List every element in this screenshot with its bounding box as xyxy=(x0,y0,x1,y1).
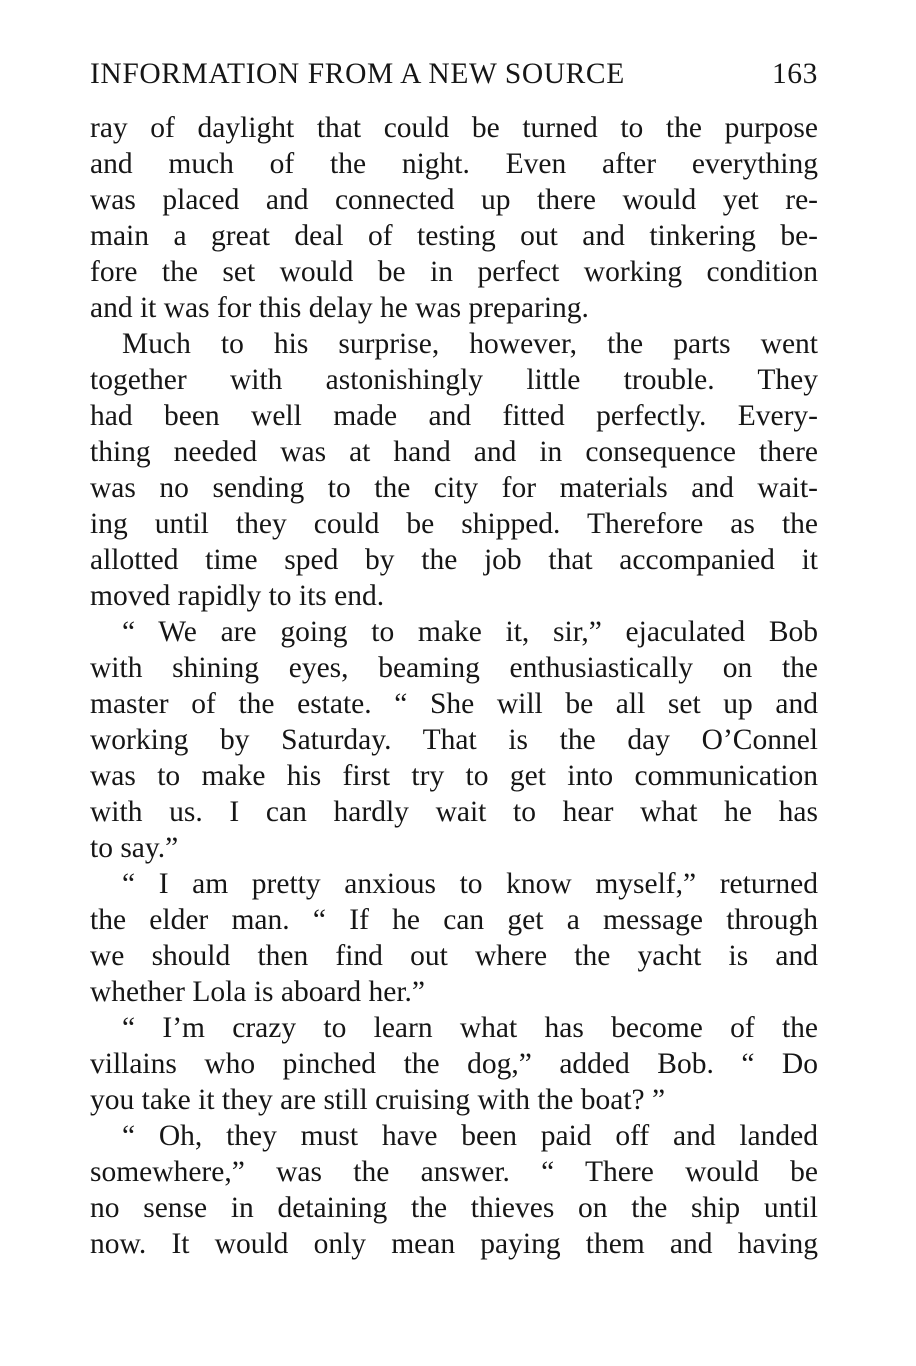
text-line: “ I am pretty anxious to know myself,” returned xyxy=(122,868,818,900)
text-line: villains who pinched the dog,” added Bob. “ Do xyxy=(90,1048,818,1080)
text-line: working by Saturday. That is the day O’Connel xyxy=(90,724,818,756)
text-line: no sense in detaining the thieves on the ship until xyxy=(90,1192,818,1224)
text-line: you take it they are still cruising with the boat? ” xyxy=(90,1084,666,1116)
text-line: somewhere,” was the answer. “ There would be xyxy=(90,1156,818,1188)
text-line: allotted time sped by the job that accompanied it xyxy=(90,544,818,576)
paragraph xyxy=(90,1118,818,1262)
paragraph xyxy=(90,866,818,1010)
paragraph xyxy=(90,1010,818,1118)
text-line: with shining eyes, beaming enthusiastically on the xyxy=(90,652,818,684)
text-line: master of the estate. “ She will be all set up and xyxy=(90,688,818,720)
text-line: Much to his surprise, however, the parts went xyxy=(122,328,818,360)
text-line: thing needed was at hand and in consequence there xyxy=(90,436,818,468)
text-line: had been well made and fitted perfectly. Every- xyxy=(90,400,818,432)
text-line: moved rapidly to its end. xyxy=(90,580,385,612)
page-number: 163 xyxy=(771,58,818,90)
text-line: was to make his first try to get into communication xyxy=(90,760,818,792)
paragraph xyxy=(90,326,818,614)
paragraph xyxy=(90,614,818,866)
body-text xyxy=(90,110,818,1262)
text-line: and much of the night. Even after everything xyxy=(90,148,818,180)
book-page xyxy=(90,56,818,1262)
text-line: with us. I can hardly wait to hear what he has xyxy=(90,796,818,828)
text-line: “ Oh, they must have been paid off and landed xyxy=(122,1120,818,1152)
text-line: was no sending to the city for materials and wait- xyxy=(90,472,818,504)
text-line: and it was for this delay he was preparing. xyxy=(90,292,589,324)
text-line: now. It would only mean paying them and having xyxy=(90,1228,818,1260)
text-line: main a great deal of testing out and tinkering be- xyxy=(90,220,818,252)
text-line: we should then find out where the yacht is and xyxy=(90,940,818,972)
text-line: ing until they could be shipped. Therefore as the xyxy=(90,508,818,540)
text-line: ray of daylight that could be turned to the purpose xyxy=(90,112,818,144)
text-line: was placed and connected up there would yet re- xyxy=(90,184,818,216)
text-line: together with astonishingly little trouble. They xyxy=(90,364,818,396)
text-line: the elder man. “ If he can get a message through xyxy=(90,904,818,936)
text-line: whether Lola is aboard her.” xyxy=(90,976,426,1008)
text-line: fore the set would be in perfect working condition xyxy=(90,256,818,288)
text-line: “ I’m crazy to learn what has become of the xyxy=(122,1012,818,1044)
running-header xyxy=(90,56,818,92)
text-line: to say.” xyxy=(90,832,179,864)
paragraph xyxy=(90,110,818,326)
text-line: “ We are going to make it, sir,” ejaculated Bob xyxy=(122,616,818,648)
running-title: INFORMATION FROM A NEW SOURCE xyxy=(90,58,625,90)
